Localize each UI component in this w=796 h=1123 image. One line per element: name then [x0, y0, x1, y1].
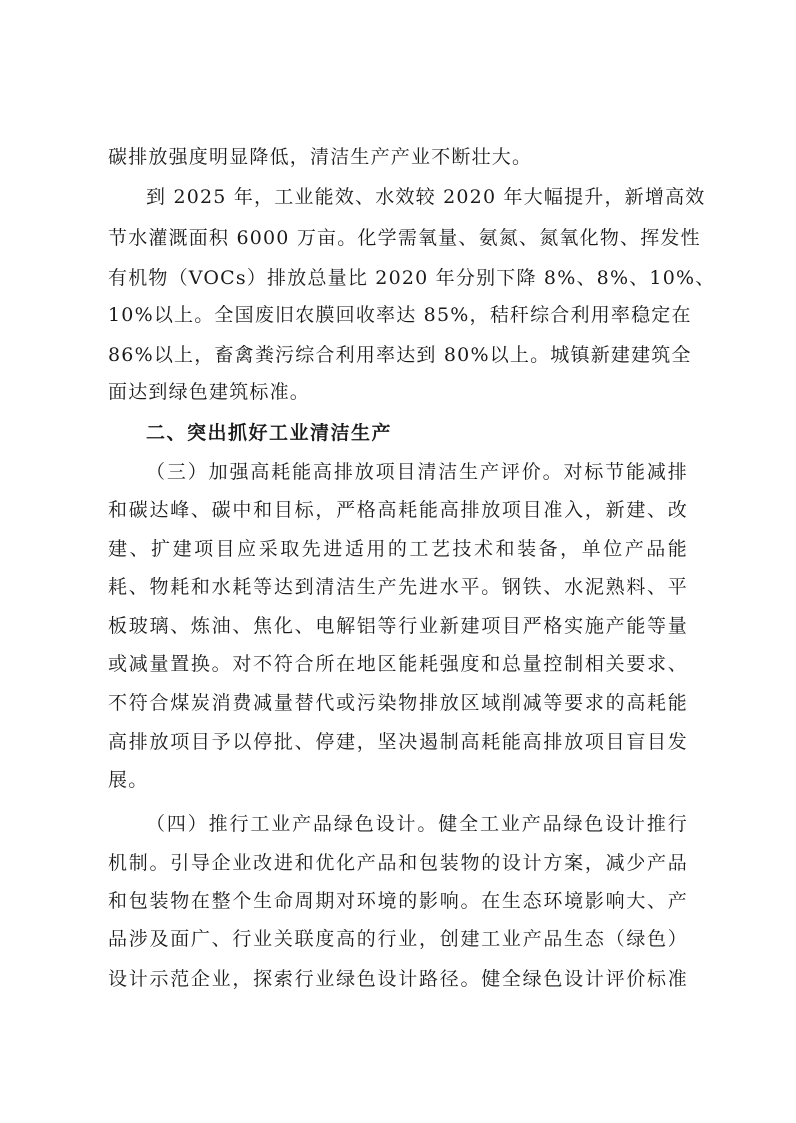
paragraph-line-16: 高排放项目予以停批、停建，坚决遏制高耗能高排放项目盲目发 [108, 731, 688, 753]
paragraph-line-15: 不符合煤炭消费减量替代或污染物排放区域削减等要求的高耗能 [108, 692, 688, 714]
paragraph-line-7: 面达到绿色建筑标准。 [108, 381, 311, 403]
paragraph-line-17: 展。 [108, 769, 149, 791]
paragraph-line-10: 和碳达峰、碳中和目标，严格高耗能高排放项目准入，新建、改 [108, 499, 688, 521]
paragraph-line-13: 板玻璃、炼油、焦化、电解铝等行业新建项目严格实施产能等量 [108, 615, 688, 637]
paragraph-line-11: 建、扩建项目应采取先进适用的工艺技术和装备，单位产品能 [108, 538, 688, 560]
paragraph-line-18: （四）推行工业产品绿色设计。健全工业产品绿色设计推行 [146, 813, 688, 835]
paragraph-line-4: 有机物（VOCs）排放总量比 2020 年分别下降 8%、8%、10%、 [108, 267, 716, 289]
paragraph-line-6: 86%以上，畜禽粪污综合利用率达到 80%以上。城镇新建建筑全 [108, 344, 692, 366]
paragraph-line-1: 碳排放强度明显降低，清洁生产产业不断壮大。 [108, 146, 533, 168]
paragraph-line-14: 或减量置换。对不符合所在地区能耗强度和总量控制相关要求、 [108, 653, 688, 675]
paragraph-line-21: 品涉及面广、行业关联度高的行业，创建工业产品生态（绿色） [108, 928, 688, 950]
paragraph-line-2: 到 2025 年，工业能效、水效较 2020 年大幅提升，新增高效 [146, 186, 706, 208]
paragraph-line-5: 10%以上。全国废旧农膜回收率达 85%，秸秆综合利用率稳定在 [108, 304, 692, 326]
paragraph-line-3: 节水灌溉面积 6000 万亩。化学需氧量、氨氮、氮氧化物、挥发性 [108, 227, 701, 249]
paragraph-line-9: （三）加强高耗能高排放项目清洁生产评价。对标节能减排 [146, 461, 688, 483]
paragraph-line-20: 和包装物在整个生命周期对环境的影响。在生态环境影响大、产 [108, 890, 688, 912]
paragraph-line-12: 耗、物耗和水耗等达到清洁生产先进水平。钢铁、水泥熟料、平 [108, 576, 688, 598]
section-heading: 二、突出抓好工业清洁生产 [146, 422, 393, 444]
paragraph-line-19: 机制。引导企业改进和优化产品和包装物的设计方案，减少产品 [108, 852, 688, 874]
paragraph-line-22: 设计示范企业，探索行业绿色设计路径。健全绿色设计评价标准 [108, 968, 688, 990]
